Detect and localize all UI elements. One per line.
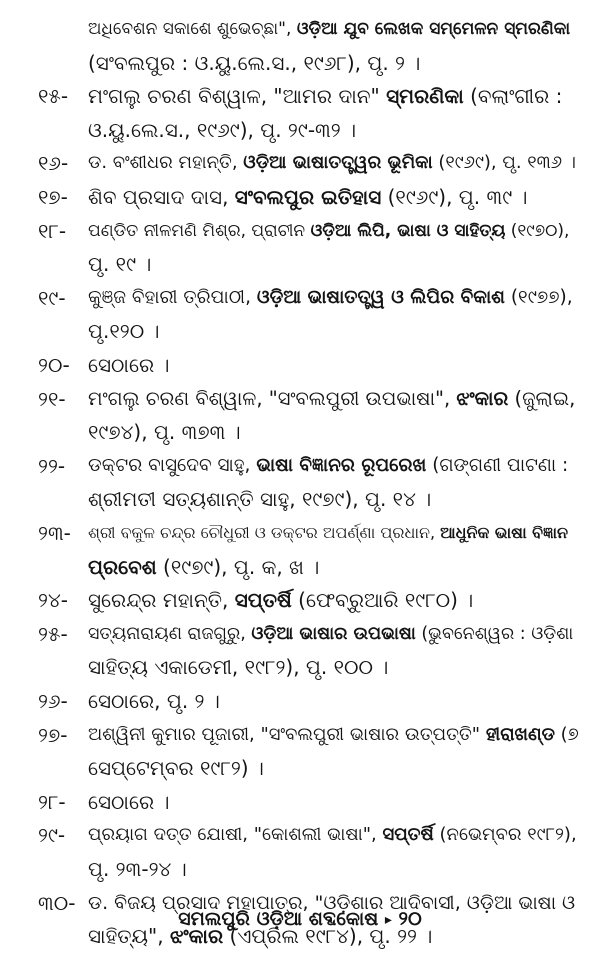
note-title: ସଂବଲପୁର ଇତିହାସ	[234, 185, 382, 209]
note-number: ୧୫-	[38, 84, 69, 109]
note-number: ୨୭-	[38, 722, 68, 747]
note-line	[88, 148, 576, 178]
note-text: ଶିବ ପ୍ରସାଦ ଦାସ,	[88, 185, 235, 209]
note-line	[88, 417, 241, 447]
note-line	[88, 686, 220, 716]
note-title: ଭାଷା ବିଜ୍ଞାନର ରୂପରେଖ	[256, 454, 427, 476]
note-text: ସେପ୍ଟେମ୍ବର ୧୯୮୨) ।	[88, 756, 264, 781]
note-number: ୨୨-	[38, 453, 66, 478]
note-line	[88, 552, 319, 582]
note-text: ମଂଗଲୁ ଚରଣ ବିଶ୍ୱାଳ, "ସଂବଲପୁରୀ ଉପଭାଷା",	[88, 386, 457, 410]
note-line	[88, 854, 187, 884]
note-text: ଡକ୍ଟର ବାସୁଦେବ ସାହୁ,	[88, 454, 257, 476]
note-line	[88, 350, 170, 380]
note-title: ଓଡ଼ିଆ ଭାଷାର ଉପଭାଷା	[251, 623, 416, 644]
note-number: ୨୦-	[38, 353, 70, 377]
note-number: ୧୯-	[38, 285, 66, 310]
footer-title: ସମଲପୁରି ଓଡ଼ିଆ ଶବ୍ଦକୋଷ	[178, 908, 379, 930]
note-text: (ନଭେମ୍ବର ୧୯୮୨),	[433, 824, 577, 846]
note-text: ଅଶ୍ୱିନୀ କୁମାର ପୂଜାରୀ, "ସଂବଲପୁରୀ ଭାଷାର ଉତ୍ପତ୍ତି"	[88, 723, 486, 745]
note-text: ଓ.ୟୁ.ଲେ.ସ., ୧୯୬୯), ପୃ. ୨୯-୩୨ ।	[88, 117, 357, 142]
note-text: ଡ. ବିଜୟ ପ୍ରସାଦ ମହାପାତ୍ର, "ଓଡ଼ିଶାର ଆଦିବାସୀ, ଓଡ଼ିଆ ଭାଷା ଓ	[88, 891, 576, 914]
note-text: (ଗଙ୍ଗଣୀ ପାଟଣା :	[426, 454, 569, 476]
note-number: ୨୪-	[38, 588, 68, 613]
note-line	[88, 451, 568, 481]
note-text: ସାହିତ୍ୟ ଏକାଡେମୀ, ୧୯୮୨), ପୃ. ୧୦୦ ।	[88, 655, 389, 680]
note-number: ୧୭-	[38, 185, 68, 209]
note-text: (୧୯୭୦),	[505, 220, 570, 241]
note-text: (୧୯୬୯), ପୃ. ୧୩୬ ।	[432, 152, 576, 174]
note-text: ସତ୍ୟନାରାୟଣ ରାଜଗୁରୁ,	[88, 623, 252, 644]
note-number: ୨୩-	[38, 521, 71, 545]
note-text: ପୃ. ୧୯ ।	[88, 252, 152, 277]
note-line	[88, 585, 473, 615]
note-text: ସାହିତ୍ୟ",	[88, 924, 170, 949]
note-line	[88, 720, 579, 750]
note-text: ସୁରେନ୍ଦ୍ର ମହାନ୍ତି,	[88, 588, 235, 613]
note-text: ଡ. ବଂଶୀଧର ମହାନ୍ତି,	[88, 152, 244, 174]
note-title: ହୀରାଖଣ୍ଡ	[485, 723, 555, 745]
note-title: ସ୍ମରଣିକା	[386, 84, 464, 109]
note-title: ଓଡ଼ିଆ ଯୁବ ଲେଖକ ସମ୍ମେଳନ ସ୍ମରଣିକା	[296, 19, 571, 39]
note-line	[88, 81, 562, 111]
note-line	[88, 249, 151, 279]
note-line	[88, 384, 575, 414]
note-title: ସପ୍ତର୍ଷି	[382, 824, 434, 846]
note-text: ଶ୍ରୀମତୀ ସତ୍ୟଶାନ୍ତି ସାହୁ, ୧୯୭୯), ପୃ. ୧୪ ।	[88, 487, 432, 512]
note-title: ଓଡ଼ିଆ ଲିପି, ଭାଷା ଓ ସାହିତ୍ୟ	[310, 220, 506, 241]
page-number: ୨୦	[398, 908, 422, 930]
note-text: ମଂଗଲୁ ଚରଣ ବିଶ୍ୱାଳ, "ଆମର ଦାନ"	[88, 84, 387, 109]
note-text: ସେଠାରେ ।	[88, 353, 170, 377]
note-number: ୨୯-	[38, 823, 66, 848]
note-line	[88, 518, 568, 548]
note-text: (ଭୁବନେଶ୍ୱର : ଓଡ଼ିଶା	[415, 623, 574, 644]
note-text: ସେଠାରେ ।	[88, 789, 170, 814]
triangle-icon: ▸	[384, 912, 392, 928]
note-number: ୨୮-	[38, 789, 66, 814]
note-text: ଅଧିବେଶନ ସକାଶେ ଶୁଭେଚ୍ଛା",	[88, 19, 297, 39]
note-text: (ବଲାଂଗୀର :	[463, 84, 563, 109]
note-title: ଓଡ଼ିଆ ଭାଷାତତ୍ତ୍ୱର ଭୂମିକା	[243, 152, 433, 174]
note-title: ଆଧୁନିକ ଭାଷା ବିଜ୍ଞାନ	[440, 523, 569, 542]
note-text: ସେଠାରେ, ପୃ. ୨ ।	[88, 689, 220, 713]
note-text: (ଜୁଲାଇ,	[508, 386, 576, 410]
note-text: ୧୯୭୪), ପୃ. ୩୭୩ ।	[88, 420, 241, 445]
note-line	[88, 283, 573, 313]
note-text: (ସଂବଲପୁର : ଓ.ୟୁ.ଲେ.ସ., ୧୯୬୮), ପୃ. ୨ ।	[88, 50, 421, 75]
note-text: (୧୯୬୯), ପୃ. ୩୯ ।	[381, 185, 528, 209]
note-text: (ଫେବ୍ରୁଆରି ୧୯୮୦) ।	[291, 588, 474, 613]
note-line	[88, 14, 570, 44]
note-line	[88, 216, 569, 246]
note-line	[88, 619, 573, 649]
note-text: ଶ୍ରୀ ବକୁଳ ଚନ୍ଦ୍ର ଚୌଧୁରୀ ଓ ଡକ୍ଟର ଅପର୍ଣ୍ଣା ପ୍ରଧାନ,	[88, 523, 441, 542]
note-number: ୨୬-	[38, 689, 68, 713]
note-line	[88, 652, 388, 682]
page-footer	[0, 904, 600, 935]
note-title: ଓଡ଼ିଆ ଭାଷାତତ୍ତ୍ୱ ଓ ଲିପିର ବିକାଶ	[256, 286, 505, 308]
note-line	[88, 316, 160, 346]
note-title: ଝଂକାର	[169, 924, 224, 949]
note-number: ୧୮-	[38, 218, 67, 243]
note-text: (୭	[554, 723, 579, 745]
note-line	[88, 484, 431, 514]
note-number: ୨୧-	[38, 386, 66, 411]
note-line	[88, 753, 264, 783]
note-text: (୧୯୭୯), ପୃ. କ, ଖ ।	[156, 554, 320, 579]
note-title: ପ୍ରବେଶ	[88, 554, 157, 579]
note-number: ୧୬-	[38, 151, 69, 176]
note-title: ସପ୍ତର୍ଷି	[234, 588, 292, 613]
note-line	[88, 787, 170, 817]
note-text: କୁଞ୍ଜ ବିହାରୀ ତ୍ରିପାଠୀ,	[88, 286, 257, 308]
note-text: ପ୍ରୟାଗ ଦତ୍ତ ଯୋଷୀ, "କୋଶଲୀ ଭାଷା",	[88, 824, 383, 846]
note-line	[88, 820, 577, 850]
note-number: ୨୫-	[38, 621, 68, 646]
note-line	[88, 48, 420, 78]
note-text: (ଏପ୍ରିଲ ୧୯୮୪), ପୃ. ୨୨ ।	[223, 924, 433, 949]
note-text: (୧୯୭୭),	[504, 286, 573, 308]
note-text: ପଣ୍ଡିତ ନୀଳମଣି ମିଶ୍ର, ପ୍ରାଚୀନ	[88, 220, 311, 241]
note-number: ୩୦-	[38, 890, 76, 915]
note-text: ପୃ.୧୨୦ ।	[88, 319, 160, 344]
note-title: ଝଂକାର	[456, 386, 509, 410]
note-line	[88, 115, 356, 145]
note-text: ପୃ. ୨୩-୨୪ ।	[88, 857, 187, 881]
note-line	[88, 182, 528, 212]
